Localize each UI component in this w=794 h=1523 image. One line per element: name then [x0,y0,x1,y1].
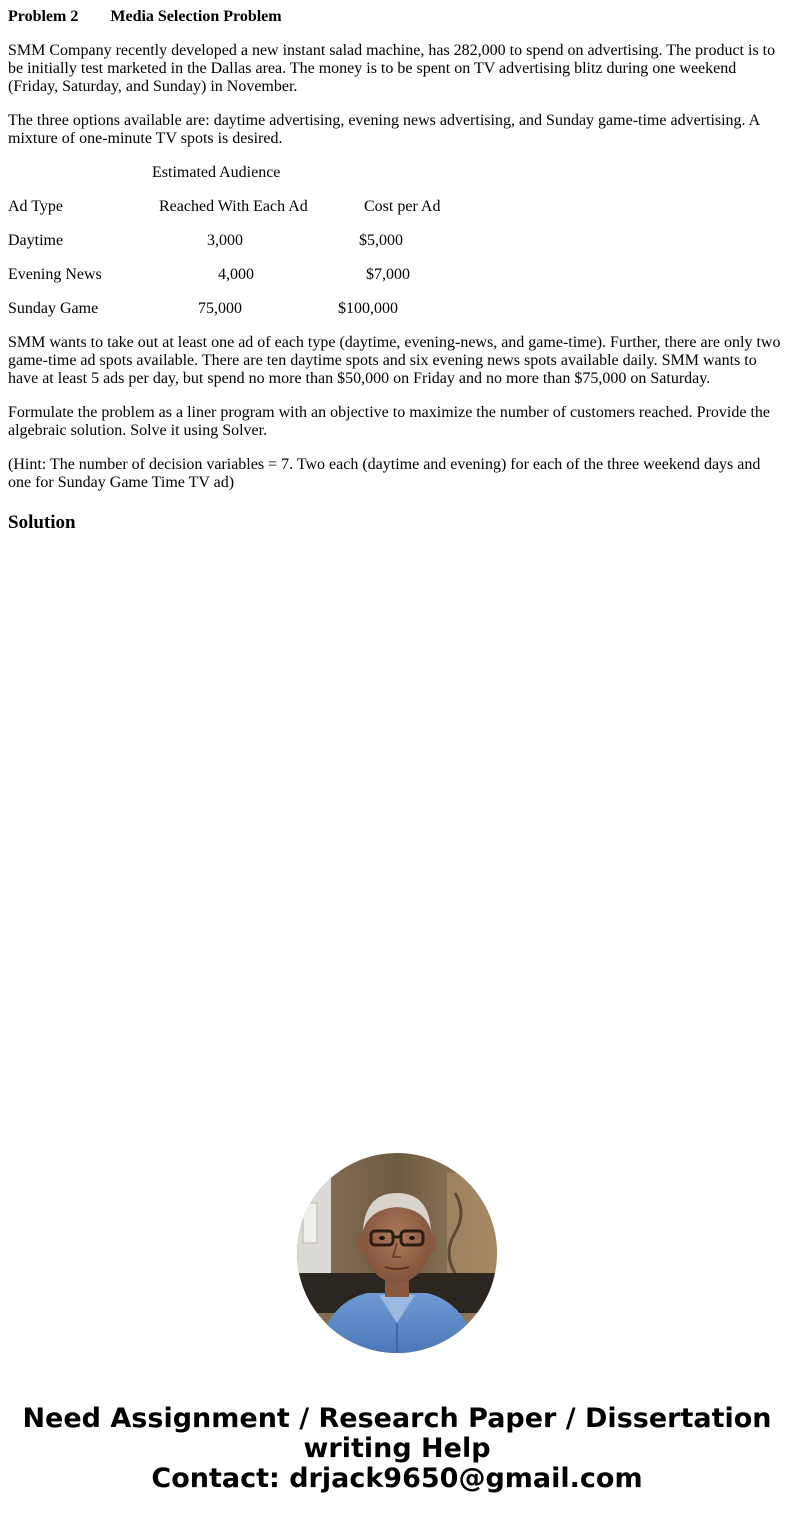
row-cost: $5,000 [359,232,403,249]
footer-contact-line: Contact: drjack9650@gmail.com [151,1463,643,1494]
document-body [8,0,784,534]
row-ad-type: Daytime [8,232,64,249]
task-paragraph: Formulate the problem as a liner program with an objective to maximize the number of customers reached. Provide the algebraic solution. Solve it using Solver. [8,404,770,439]
hint-paragraph: (Hint: The number of decision variables = 7. Two each (daytime and evening) for each of the three weekend days and one for Sunday Game Time TV ad) [8,456,761,491]
options-paragraph: The three options available are: daytime advertising, evening news advertising, and Sunday game-time advertising. A mixture of one-minute TV spots is desired. [8,112,760,147]
row-reached: 3,000 [207,232,243,249]
author-photo [297,1153,497,1353]
table-row [8,266,784,284]
row-cost: $7,000 [366,266,410,283]
problem-title: Media Selection Problem [110,8,282,25]
header-ad-type: Ad Type [8,198,64,215]
table-row [8,300,784,318]
footer-contact-banner [0,1404,794,1494]
table-row [8,232,784,250]
row-ad-type: Evening News [8,266,102,283]
footer-line-1: Need Assignment / Research Paper / Dissertation [22,1403,772,1434]
row-reached: 4,000 [218,266,254,283]
row-reached: 75,000 [198,300,242,317]
problem-title-line [8,8,784,26]
problem-number: Problem 2 [8,8,79,25]
header-cost: Cost per Ad [364,198,441,215]
row-cost: $100,000 [338,300,398,317]
row-ad-type: Sunday Game [8,300,99,317]
table-group-header-row [8,164,784,182]
table-group-header: Estimated Audience [152,164,281,181]
constraints-paragraph: SMM wants to take out at least one ad of each type (daytime, evening-news, and game-time). Further, there are only two game-time ad spots available. There are ten daytime spots and six evening news spots available daily. SMM wants to have at least 5 ads per day, but spend no more than $50,000 on Friday and no more than $75,000 on Saturday. [8,334,781,387]
intro-paragraph: SMM Company recently developed a new instant salad machine, has 282,000 to spend on advertising. The product is to be initially test marketed in the Dallas area. The money is to be spent on TV advertising blitz during one weekend (Friday, Saturday, and Sunday) in November. [8,42,776,95]
footer-line-2: writing Help [303,1433,491,1464]
header-reached: Reached With Each Ad [159,198,308,215]
table-header-row [8,198,784,216]
ad-table [8,164,784,318]
solution-heading: Solution [8,512,76,533]
